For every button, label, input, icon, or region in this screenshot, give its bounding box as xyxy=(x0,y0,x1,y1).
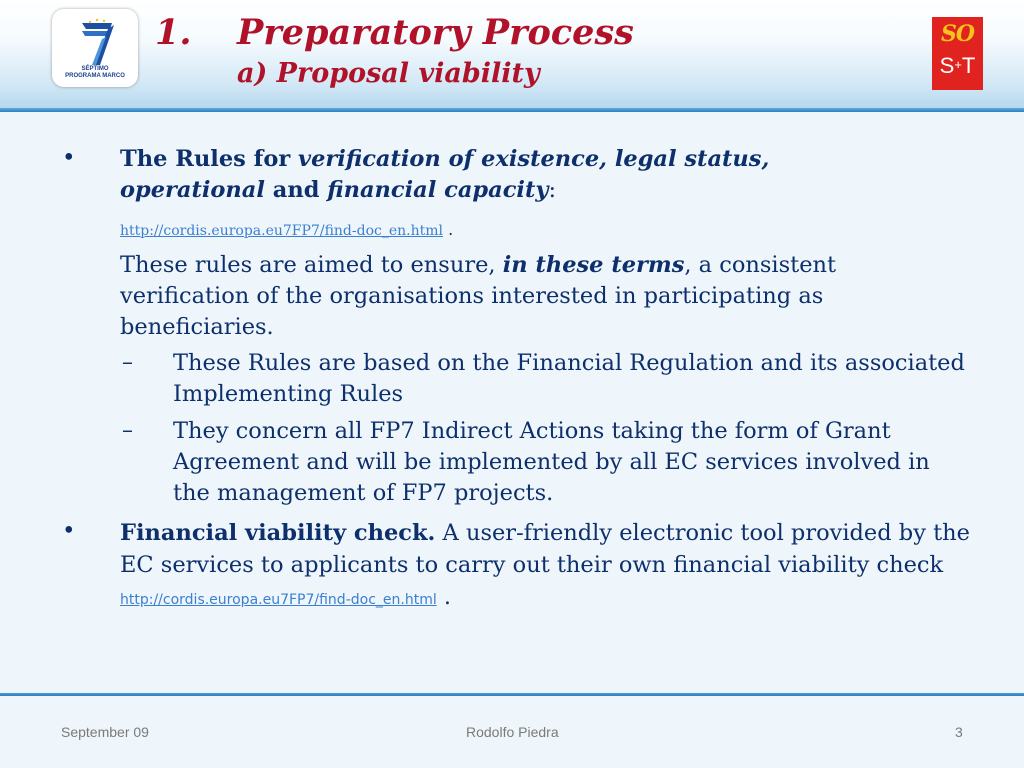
sub-item-2: They concern all FP7 Indirect Actions taking the form of Grant Agreement and will be implemented by all EC services involved in the management of FP7 projects. xyxy=(173,418,930,506)
sost-logo xyxy=(932,17,983,90)
title-number: 1. xyxy=(155,12,192,53)
para-rest: , a consistent verification of the organisations interested in participating as beneficiaries. xyxy=(120,252,837,340)
sost-s: S xyxy=(939,53,955,78)
bullet-1-and: and xyxy=(264,177,328,203)
bullet-1-heading xyxy=(120,144,970,206)
bullet-marker: • xyxy=(62,145,76,171)
bullet-1-paragraph xyxy=(120,250,970,343)
bullet-1-link-line xyxy=(120,216,970,243)
bullet-1-em1: verification of existence, legal status, xyxy=(298,146,770,172)
page-number: 3 xyxy=(955,724,963,740)
header-divider xyxy=(0,108,1024,112)
footer-date: September 09 xyxy=(61,724,149,740)
footer-divider xyxy=(0,693,1024,696)
bullet-marker: • xyxy=(62,518,76,544)
para-emphasis: in these terms xyxy=(502,252,685,278)
fp7-logo-line1: SÉPTIMO xyxy=(81,66,109,72)
rules-link[interactable]: http://cordis.europa.eu7FP7/find-doc_en.html xyxy=(120,223,443,239)
page-subtitle: a) Proposal viability xyxy=(237,58,540,89)
sost-t: T xyxy=(961,53,976,78)
para-start: These rules are aimed to ensure, xyxy=(120,252,503,278)
page-title: Preparatory Process xyxy=(237,12,634,53)
fp7-logo-line2: PROGRAMA MARCO xyxy=(65,73,125,79)
fp7-logo xyxy=(52,9,138,87)
bullet-2-bold: Financial viability check. xyxy=(120,520,436,546)
sost-logo-so: SO xyxy=(940,21,975,47)
sost-logo-st xyxy=(932,53,983,79)
viability-link[interactable]: http://cordis.europa.eu7FP7/find-doc_en.html xyxy=(120,592,437,608)
rules-link-after: . xyxy=(443,220,454,239)
sost-plus: + xyxy=(954,57,962,72)
sub-item-1: These Rules are based on the Financial Regulation and its associated Implementing Rules xyxy=(173,350,965,407)
bullet-1-em2: operational xyxy=(120,177,265,203)
bullet-1-colon: : xyxy=(548,177,557,203)
bullet-2-text xyxy=(120,517,970,616)
viability-link-after: . xyxy=(436,584,452,610)
footer-author: Rodolfo Piedra xyxy=(466,724,559,740)
bullet-1-intro: The Rules for xyxy=(120,146,299,172)
bullet-1-em3: financial capacity xyxy=(327,177,549,203)
sub-item-marker: – xyxy=(122,418,133,443)
bullet-2-body: A user-friendly electronic tool provided by the EC services to applicants to carry out their own financial viability check xyxy=(120,520,970,578)
sub-item-marker: – xyxy=(122,350,133,375)
